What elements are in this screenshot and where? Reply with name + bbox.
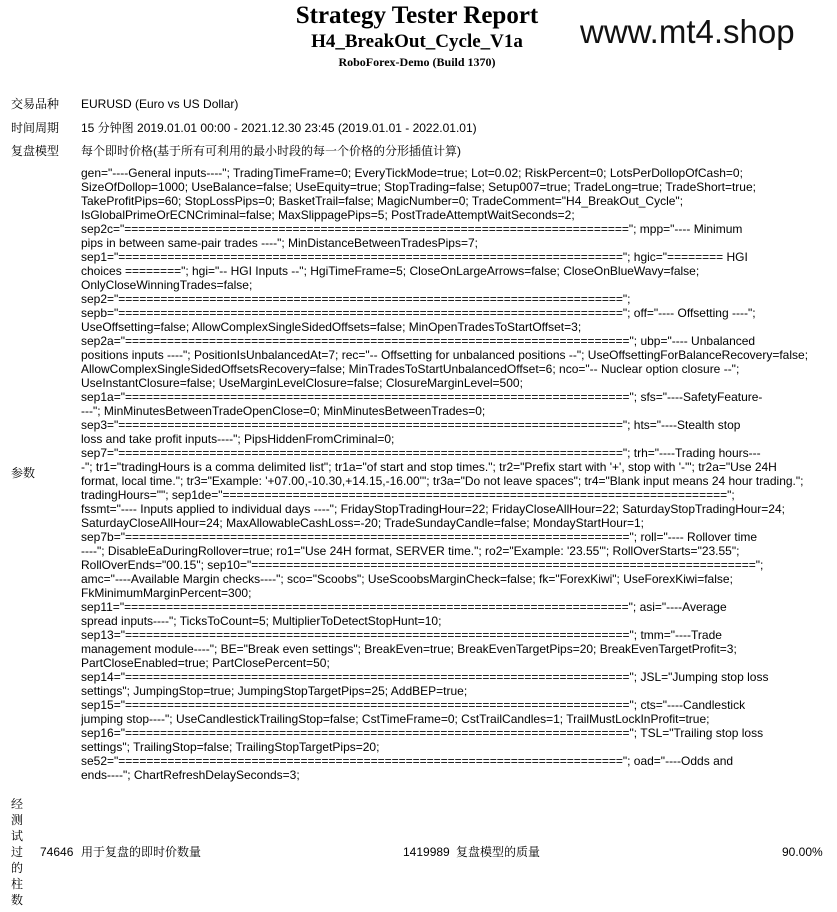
params-line: AllowComplexSingleSidedOffsetsRecovery=false; MinTradesToStartUnbalancedOffset=6; nco="-- Nuclear option closure --"; — [81, 362, 740, 376]
params-line: PartCloseEnabled=true; PartClosePercent=50; — [81, 656, 330, 670]
symbol-label: 交易品种 — [11, 97, 60, 111]
params-text — [81, 166, 826, 782]
params-line: choices ========"; hgi="-- HGI Inputs --"; HgiTimeFrame=5; CloseOnLargeArrows=false; CloseOnBlueWavy=false; — [81, 264, 700, 278]
params-label: 参数 — [11, 466, 36, 480]
params-line: TakeProfitPips=60; StopLossPips=0; BasketTrail=false; MagicNumber=0; TradeComment="H4_BreakOut_Cycle"; — [81, 194, 684, 208]
params-line: IsGlobalPrimeOrECNCriminal=false; MaxSlippagePips=5; PostTradeAttemptWaitSeconds=2; — [81, 208, 575, 222]
expert-name: H4_BreakOut_Cycle_V1a — [311, 31, 523, 52]
model-value: 每个即时价格(基于所有可利用的最小时段的每一个价格的分形插值计算) — [81, 144, 461, 158]
params-line: tradingHours=""; sep1de="========================================================================"; — [81, 488, 735, 502]
params-line: SaturdayCloseAllHour=24; MaxAllowableCashLoss=-20; TradeSundayCandle=false; MondayStartHour=1; — [81, 516, 644, 530]
params-line: jumping stop----"; UseCandlestickTrailingStop=false; CstTimeFrame=0; CstTrailCandles=1; TrailMustLockInProfit=true; — [81, 712, 710, 726]
params-line: management module----"; BE="Break even settings"; BreakEven=true; BreakEvenTargetPips=20; BreakEvenTargetProfit=3; — [81, 642, 737, 656]
params-line: spread inputs----"; TicksToCount=5; MultiplierToDetectStopHunt=10; — [81, 614, 442, 628]
params-line: OnlyCloseWinningTrades=false; — [81, 278, 253, 292]
params-line: SizeOfDollop=1000; UseBalance=false; UseEquity=true; StopTrading=false; Setup007=true; TradeLong=true; TradeShort=true; — [81, 180, 756, 194]
params-line: sep16="========================================================================"; TSL="Trailing stop loss — [81, 726, 764, 740]
params-line: sep2c="========================================================================"; mpp="---- Minimum — [81, 222, 743, 236]
params-line: fssmt="---- Inputs applied to individual days ----"; FridayStopTradingHour=22; FridayCloseAllHour=22; SaturdayStopTradingHour=24; — [81, 502, 785, 516]
params-line: UseInstantClosure=false; UseMarginLevelClosure=false; ClosureMarginLevel=500; — [81, 376, 523, 390]
bars-label: 经测试过的柱数 — [11, 797, 24, 907]
params-line: loss and take profit inputs----"; PipsHiddenFromCriminal=0; — [81, 432, 395, 446]
report-title: Strategy Tester Report — [295, 2, 539, 29]
period-label: 时间周期 — [11, 121, 60, 135]
params-line: amc="----Available Margin checks----"; sco="Scoobs"; UseScoobsMarginCheck=false; fk="ForexKiwi"; UseForexKiwi=false; — [81, 572, 733, 586]
params-line: FkMinimumMarginPercent=300; — [81, 586, 252, 600]
params-line: sep14="========================================================================"; JSL="Jumping stop loss — [81, 670, 769, 684]
params-line: sep1a="========================================================================"; sfs="----SafetyFeature- — [81, 390, 763, 404]
params-line: RollOverEnds="00.15"; sep10="========================================================================"; — [81, 558, 764, 572]
params-line: sep7b="========================================================================"; roll="---- Rollover time — [81, 530, 758, 544]
quality-count: 1419989 — [403, 845, 450, 859]
params-line: sep7="========================================================================"; trh="----Trading hours--- — [81, 446, 761, 460]
params-line: sep2="========================================================================"; — [81, 292, 631, 306]
quality-label: 复盘模型的质量 — [456, 845, 541, 859]
params-line: sep2a="========================================================================"; ubp="---- Unbalanced — [81, 334, 756, 348]
period-value: 15 分钟图 2019.01.01 00:00 - 2021.12.30 23:45 (2019.01.01 - 2022.01.01) — [81, 121, 477, 135]
params-line: positions inputs ----"; PositionIsUnbalancedAt=7; rec="-- Offsetting for unbalanced positions --"; UseOffsettingForBalanceRecovery=false; — [81, 348, 809, 362]
params-line: sepb="========================================================================"; off="---- Offsetting ----"; — [81, 306, 756, 320]
ticks-label: 用于复盘的即时价数量 — [81, 845, 202, 859]
params-line: UseOffsetting=false; AllowComplexSingleSidedOffsets=false; MinOpenTradesToStartOffset=3; — [81, 320, 582, 334]
params-line: se52="========================================================================"; oad="----Odds and — [81, 754, 734, 768]
quality-value: 90.00% — [782, 845, 823, 859]
params-line: sep11="========================================================================"; asi="----Average — [81, 600, 727, 614]
watermark: www.mt4.shop — [580, 13, 795, 50]
params-line: sep15="========================================================================"; cts="----Candlestick — [81, 698, 746, 712]
params-line: gen="----General inputs----"; TradingTimeFrame=0; EveryTickMode=true; Lot=0.02; RiskPercent=0; LotsPerDollopOfCash=0; — [81, 166, 743, 180]
params-line: settings"; JumpingStop=true; JumpingStopTargetPips=25; AddBEP=true; — [81, 684, 468, 698]
params-line: format, local time."; tr3="Example: '+07.00,-10.30,+14.15,-16.00'"; tr3a="Do not leave spaces"; tr4="Blank input means 24 hour trading."; — [81, 474, 804, 488]
params-line: sep3="========================================================================"; hts="----Stealth stop — [81, 418, 741, 432]
params-line: -"; tr1="tradingHours is a comma delimited list"; tr1a="of start and stop times."; tr2="Prefix start with '+', stop with '-'"; tr2a="Use 24H — [81, 460, 777, 474]
model-label: 复盘模型 — [11, 144, 60, 158]
params-line: sep13="========================================================================"; tmm="----Trade — [81, 628, 722, 642]
params-line: ----"; DisableEaDuringRollover=true; ro1="Use 24H format, SERVER time."; ro2="Example: '23.55'"; RollOverStarts="23.55"; — [81, 544, 740, 558]
ticks-value: 74646 — [40, 845, 74, 859]
params-line: sep1="========================================================================"; hgic="======== HGI — [81, 250, 748, 264]
params-line: ends----"; ChartRefreshDelaySeconds=3; — [81, 768, 300, 782]
symbol-value: EURUSD (Euro vs US Dollar) — [81, 97, 239, 111]
report-header — [0, 0, 837, 80]
params-line: settings"; TrailingStop=false; TrailingStopTargetPips=20; — [81, 740, 380, 754]
server-info: RoboForex-Demo (Build 1370) — [338, 55, 496, 69]
params-line: ---"; MinMinutesBetweenTradeOpenClose=0; MinMinutesBetweenTrades=0; — [81, 404, 486, 418]
params-line: pips in between same-pair trades ----"; MinDistanceBetweenTradesPips=7; — [81, 236, 478, 250]
